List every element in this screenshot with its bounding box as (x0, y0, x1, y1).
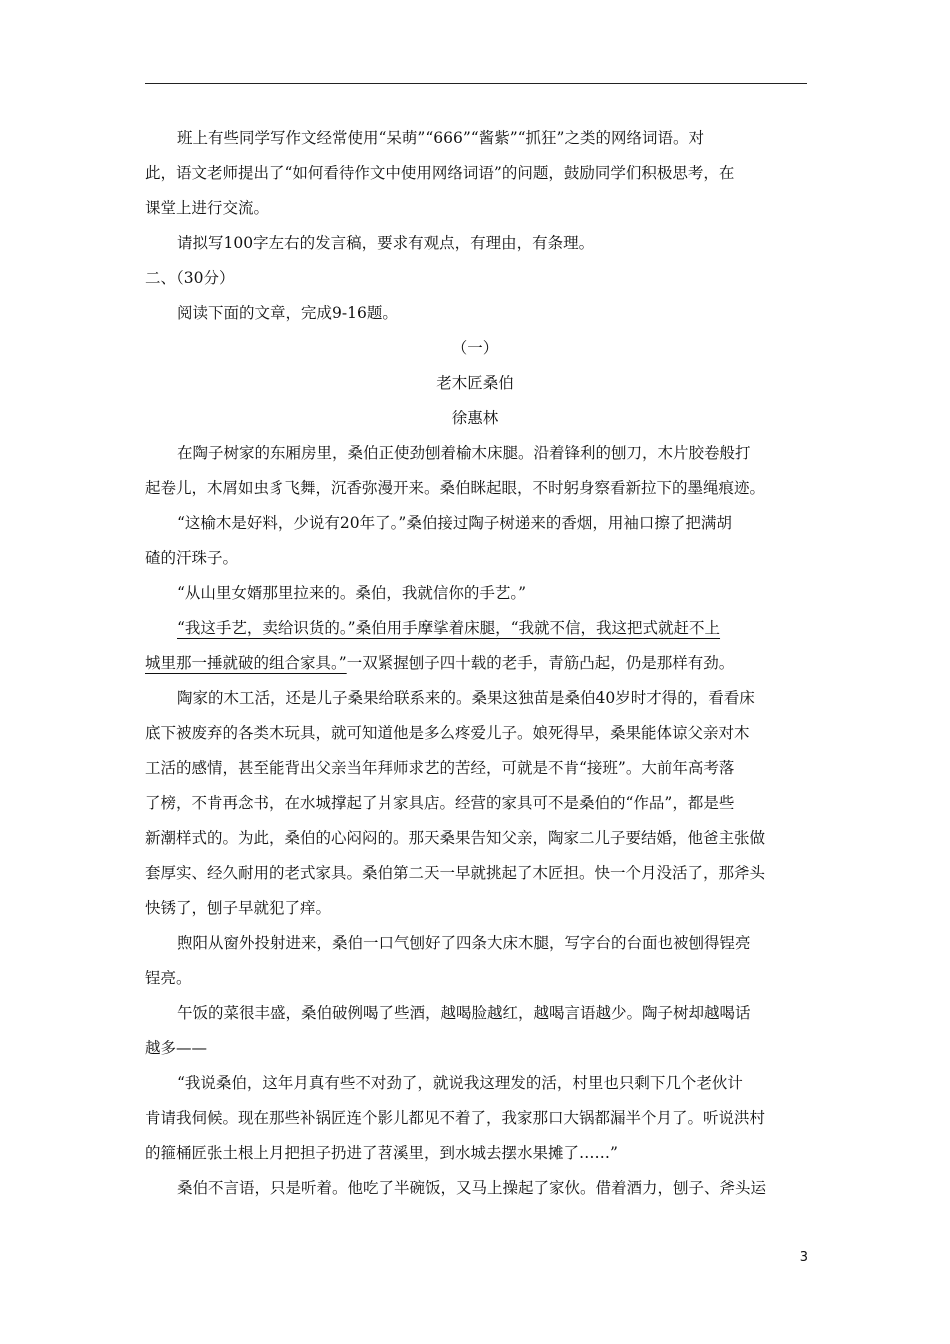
instruction-line: 阅读下面的文章，完成9-16题。 (177, 304, 398, 322)
text-line: 套厚实、经久耐用的老式家具。桑伯第二天一早就挑起了木匠担。快一个月没活了，那斧头 (145, 864, 766, 882)
underlined-line (145, 611, 805, 646)
text-line: “我说桑伯，这年月真有些不对劲了，就说我这理发的活，村里也只剩下几个老伙计 (177, 1074, 743, 1092)
text-line: 碴的汗珠子。 (145, 549, 239, 567)
document-body (145, 121, 805, 1206)
text-line: 新潮样式的。为此，桑伯的心闷闷的。那天桑果告知父亲，陶家二儿子要结婚，他爸主张做 (145, 829, 766, 847)
text-line: 肯请我伺候。现在那些补锅匠连个影儿都见不着了，我家那口大锅都漏半个月了。听说洪村 (145, 1109, 766, 1127)
text-line: 工活的感情，甚至能背出父亲当年拜师求艺的苦经，可就是不肯“接班”。大前年高考落 (145, 759, 735, 777)
text-line: 的箍桶匠张土根上月把担子扔进了苕溪里，到水城去摆水果摊了……” (145, 1144, 618, 1162)
article-author: 徐惠林 (451, 409, 499, 427)
header-rule (145, 83, 807, 84)
text-line: 锃亮。 (145, 969, 192, 987)
part-label: （一） (451, 339, 499, 357)
text-line: 午饭的菜很丰盛，桑伯破例喝了些酒，越喝脸越红，越喝言语越少。陶子树却越喝话 (177, 1004, 751, 1022)
text-line: “这榆木是好料，少说有20年了。”桑伯接过陶子树递来的香烟，用袖口擦了把满胡 (177, 514, 732, 532)
text-line: 班上有些同学写作文经常使用“呆萌”“666”“酱紫”“抓狂”之类的网络词语。对 (177, 129, 704, 147)
text-line: 越多—— (145, 1039, 208, 1057)
text-line (145, 646, 805, 681)
text-line: 桑伯不言语，只是听着。他吃了半碗饭，又马上操起了家伙。借着酒力，刨子、斧头运 (177, 1179, 767, 1197)
text-line: 起卷儿，木屑如虫豸飞舞，沉香弥漫开来。桑伯眯起眼，不时躬身察看新拉下的墨绳痕迹。 (145, 479, 766, 497)
page-number: 3 (799, 1250, 808, 1265)
text-line: 煦阳从窗外投射进来，桑伯一口气刨好了四条大床木腿，写字台的台面也被刨得锃亮 (177, 934, 751, 952)
text-line: “从山里女婿那里拉来的。桑伯，我就信你的手艺。” (177, 584, 527, 602)
article-title: 老木匠桑伯 (436, 374, 514, 392)
text-line: 请拟写100字左右的发言稿，要求有观点，有理由，有条理。 (177, 234, 595, 252)
text-line: 此，语文老师提出了“如何看待作文中使用网络词语”的问题，鼓励同学们积极思考，在 (145, 164, 735, 182)
text-line: 在陶子树家的东厢房里，桑伯正使劲刨着榆木床腿。沿着锋利的刨刀，木片胶卷般打 (177, 444, 751, 462)
text-line: 底下被废弃的各类木玩具，就可知道他是多么疼爱儿子。娘死得早，桑果能体谅父亲对木 (145, 724, 750, 742)
text-line: 课堂上进行交流。 (145, 199, 270, 217)
underlined-text: “我这手艺，卖给识货的。”桑伯用手摩挲着床腿，“我就不信，我这把式就赶不上 (177, 619, 721, 637)
text-line: 快锈了，刨子早就犯了痒。 (145, 899, 332, 917)
plain-text: 一双紧握刨子四十载的老手，青筋凸起，仍是那样有劲。 (346, 654, 735, 672)
text-line: 了榜，不肯再念书，在水城撑起了爿家具店。经营的家具可不是桑伯的“作品”，都是些 (145, 794, 735, 812)
text-line: 陶家的木工活，还是儿子桑果给联系来的。桑果这独苗是桑伯40岁时才得的，看看床 (177, 689, 755, 707)
section-heading: 二、（30分） (145, 269, 235, 287)
underlined-text: 城里那一捶就破的组合家具。” (145, 654, 347, 672)
